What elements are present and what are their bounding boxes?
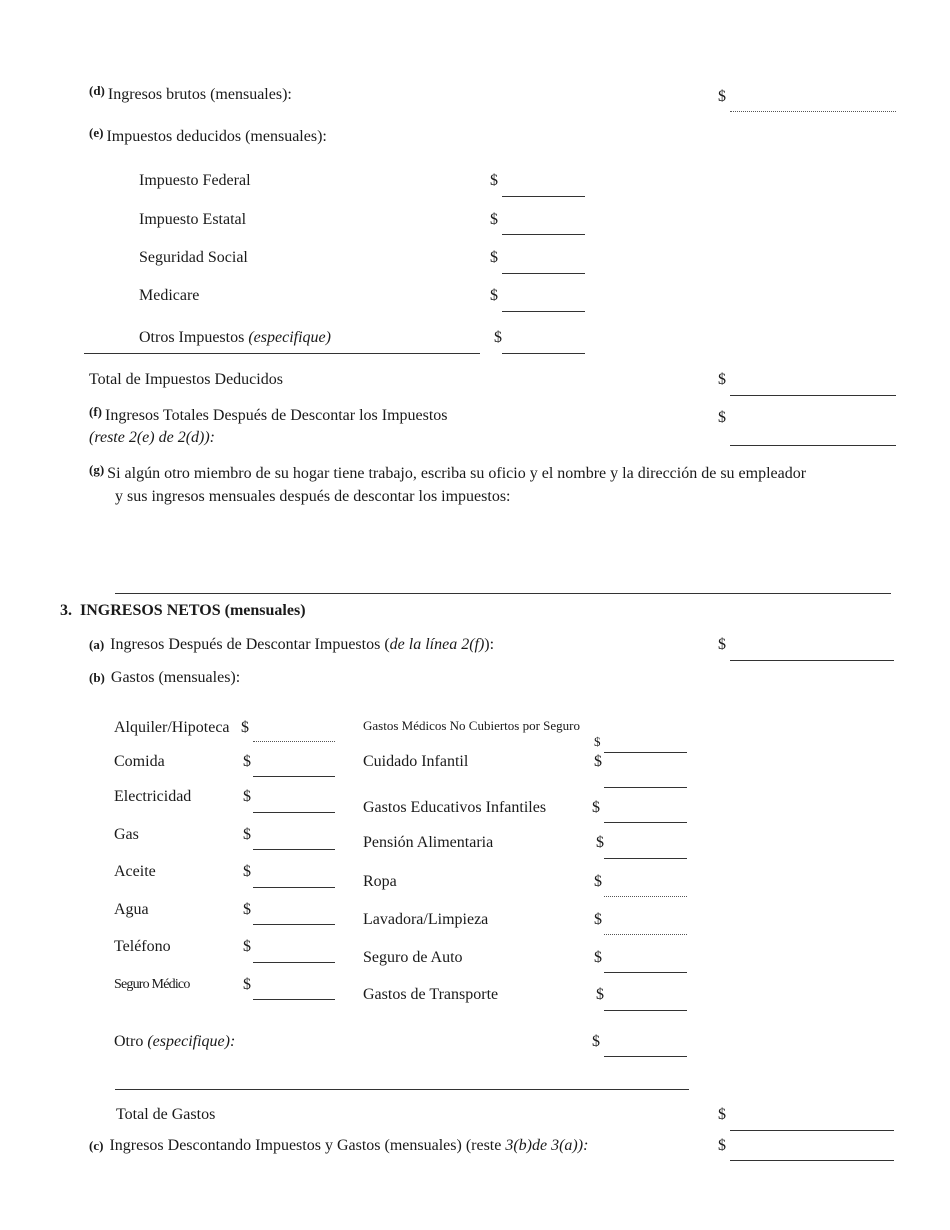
dollar-sign: $ [490, 211, 498, 228]
section-3-heading: 3. INGRESOS NETOS (mensuales) [60, 602, 306, 619]
divider [84, 353, 480, 354]
other-expense-field[interactable] [604, 1056, 687, 1057]
expense-label-medical: Gastos Médicos No Cubiertos por Seguro [363, 718, 581, 733]
dollar-sign: $ [594, 911, 602, 928]
dollar-sign: $ [243, 863, 251, 880]
expense-label-education: Gastos Educativos Infantiles [363, 799, 547, 816]
education-field[interactable] [604, 822, 687, 823]
total-expenses-field[interactable] [730, 1130, 894, 1131]
income-after-tax-field[interactable] [730, 660, 894, 661]
dollar-sign: $ [594, 949, 602, 966]
water-field[interactable] [253, 924, 335, 925]
state-tax-field[interactable] [502, 234, 585, 235]
alimony-field[interactable] [604, 858, 687, 859]
dollar-sign: $ [594, 873, 602, 890]
other-expense-description-field[interactable] [115, 1089, 689, 1090]
dollar-sign: $ [596, 834, 604, 851]
expense-label-phone: Teléfono [114, 938, 171, 955]
expense-label-childcare: Cuidado Infantil [363, 753, 469, 770]
expense-label-laundry: Lavadora/Limpieza [363, 911, 489, 928]
total-taxes-label: Total de Impuestos Deducidos [89, 371, 283, 388]
transport-field[interactable] [604, 1010, 687, 1011]
expense-label-electricity: Electricidad [114, 788, 192, 805]
expense-label-rent: Alquiler/Hipoteca [114, 719, 230, 736]
dollar-sign: $ [718, 636, 726, 653]
clothing-field[interactable] [604, 896, 687, 897]
auto-insurance-field[interactable] [604, 972, 687, 973]
line-2f: $^{(f)}$ Ingresos Totales Después de Descontar los Impuestos [89, 404, 448, 424]
dollar-sign: $ [243, 753, 251, 770]
expense-label-health-insurance: Seguro Médico [114, 977, 190, 992]
expense-label-food: Comida [114, 753, 165, 770]
dollar-sign: $ [594, 734, 601, 749]
expense-label-transport: Gastos de Transporte [363, 986, 499, 1003]
food-field[interactable] [253, 776, 335, 777]
dollar-sign: $ [718, 371, 726, 388]
medical-field[interactable] [604, 752, 687, 753]
tax-label-other: Otros Impuestos (especifique) [139, 329, 331, 346]
gross-income-field[interactable] [730, 111, 896, 112]
gas-field[interactable] [253, 849, 335, 850]
dollar-sign: $ [243, 826, 251, 843]
dollar-sign: $ [592, 1033, 600, 1050]
total-taxes-field[interactable] [730, 395, 896, 396]
other-tax-field[interactable] [502, 353, 585, 354]
net-after-tax-field[interactable] [730, 445, 896, 446]
tax-label-state: Impuesto Estatal [139, 211, 247, 228]
tax-label-social-security: Seguridad Social [139, 249, 248, 266]
line-3c: (c) Ingresos Descontando Impuestos y Gastos (mensuales) (reste 3(b)de 3(a)): [89, 1137, 589, 1154]
health-insurance-field[interactable] [253, 999, 335, 1000]
social-security-field[interactable] [502, 273, 585, 274]
net-income-field[interactable] [730, 1160, 894, 1161]
dollar-sign: $ [243, 976, 251, 993]
expense-label-water: Agua [114, 901, 149, 918]
dollar-sign: $ [243, 901, 251, 918]
electricity-field[interactable] [253, 812, 335, 813]
dollar-sign: $ [594, 753, 602, 770]
dollar-sign: $ [718, 88, 726, 105]
line-2e: $^{(e)}$ Impuestos deducidos (mensuales): [89, 125, 327, 145]
childcare-field[interactable] [604, 787, 687, 788]
expense-label-oil: Aceite [114, 863, 156, 880]
tax-label-medicare: Medicare [139, 287, 200, 304]
dollar-sign: $ [718, 409, 726, 426]
rent-field[interactable] [253, 741, 335, 742]
dollar-sign: $ [494, 329, 502, 346]
expense-label-alimony: Pensión Alimentaria [363, 834, 494, 851]
expense-label-other: Otro (especifique): [114, 1033, 236, 1050]
expense-label-clothing: Ropa [363, 873, 397, 890]
other-household-income-field[interactable] [115, 593, 891, 594]
line-2g-continued: y sus ingresos mensuales después de descontar los impuestos: [115, 488, 511, 505]
laundry-field[interactable] [604, 934, 687, 935]
dollar-sign: $ [596, 986, 604, 1003]
phone-field[interactable] [253, 962, 335, 963]
line-2f-hint: (reste 2(e) de 2(d)): [89, 429, 216, 446]
dollar-sign: $ [243, 938, 251, 955]
dollar-sign: $ [718, 1106, 726, 1123]
dollar-sign: $ [243, 788, 251, 805]
medicare-field[interactable] [502, 311, 585, 312]
line-3b: (b) Gastos (mensuales): [89, 669, 241, 686]
dollar-sign: $ [490, 249, 498, 266]
dollar-sign: $ [490, 172, 498, 189]
dollar-sign: $ [718, 1137, 726, 1154]
tax-label-federal: Impuesto Federal [139, 172, 251, 189]
dollar-sign: $ [592, 799, 600, 816]
line-2g: $^{(g)}$ Si algún otro miembro de su hogar tiene trabajo, escriba su oficio y el nombre y la dirección de su empleador [89, 462, 807, 482]
line-2d: $^{(d)}$ Ingresos brutos (mensuales): [89, 83, 292, 103]
dollar-sign: $ [241, 719, 249, 736]
expense-label-gas: Gas [114, 826, 139, 843]
line-3a: (a) Ingresos Después de Descontar Impuestos (de la línea 2(f)): [89, 636, 495, 653]
expense-label-auto-insurance: Seguro de Auto [363, 949, 463, 966]
total-expenses-label: Total de Gastos [116, 1106, 216, 1123]
dollar-sign: $ [490, 287, 498, 304]
oil-field[interactable] [253, 887, 335, 888]
federal-tax-field[interactable] [502, 196, 585, 197]
